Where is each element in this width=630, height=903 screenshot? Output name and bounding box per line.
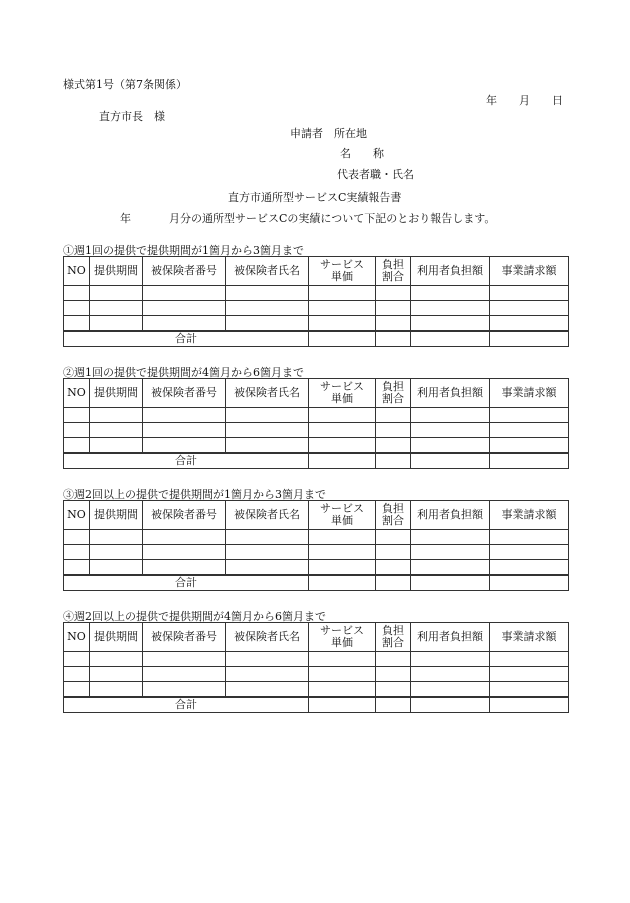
header-claim-amount: 事業請求額 <box>490 257 569 286</box>
header-unit-price: サービス 単価 <box>309 257 376 286</box>
total-row <box>64 697 569 713</box>
table-row <box>64 560 569 576</box>
total-label: 合計 <box>64 575 309 591</box>
document-title: 直方市通所型サービスC実績報告書 <box>228 191 402 204</box>
total-row <box>64 575 569 591</box>
header-no: NO <box>64 257 90 286</box>
header-unit-price: サービス 単価 <box>309 379 376 408</box>
section-3-table <box>63 500 569 591</box>
header-insured-number: 被保険者番号 <box>143 501 226 530</box>
total-row <box>64 331 569 347</box>
header-no: NO <box>64 501 90 530</box>
header-no: NO <box>64 623 90 652</box>
section-2-title: ②週1回の提供で提供期間が4箇月から6箇月まで <box>63 366 304 379</box>
form-number: 様式第1号（第7条関係） <box>63 78 187 91</box>
section-4-table <box>63 622 569 713</box>
total-label: 合計 <box>64 331 309 347</box>
header-user-burden: 利用者負担額 <box>411 257 490 286</box>
header-unit-price: サービス 単価 <box>309 623 376 652</box>
header-burden-ratio: 負担 割合 <box>376 257 411 286</box>
section-4-title: ④週2回以上の提供で提供期間が4箇月から6箇月まで <box>63 610 326 623</box>
table-row <box>64 682 569 698</box>
table-row <box>64 301 569 316</box>
header-claim-amount: 事業請求額 <box>490 501 569 530</box>
header-period: 提供期間 <box>90 501 143 530</box>
table-row <box>64 316 569 332</box>
table-header-row <box>64 379 569 408</box>
representative-label: 代表者職・氏名 <box>337 168 414 181</box>
applicant-address-label: 申請者 所在地 <box>290 127 367 140</box>
date-label: 年 月 日 <box>486 94 563 107</box>
header-claim-amount: 事業請求額 <box>490 379 569 408</box>
header-insured-number: 被保険者番号 <box>143 623 226 652</box>
header-burden-ratio: 負担 割合 <box>376 501 411 530</box>
table-row <box>64 667 569 682</box>
header-period: 提供期間 <box>90 623 143 652</box>
table-row <box>64 652 569 667</box>
header-insured-name: 被保険者氏名 <box>226 257 309 286</box>
section-1-table <box>63 256 569 347</box>
header-insured-name: 被保険者氏名 <box>226 623 309 652</box>
table-row <box>64 530 569 545</box>
table-header-row <box>64 501 569 530</box>
header-period: 提供期間 <box>90 379 143 408</box>
header-insured-name: 被保険者氏名 <box>226 501 309 530</box>
header-burden-ratio: 負担 割合 <box>376 379 411 408</box>
header-no: NO <box>64 379 90 408</box>
statement-year: 年 <box>120 212 131 225</box>
table-row <box>64 286 569 301</box>
section-3-title: ③週2回以上の提供で提供期間が1箇月から3箇月まで <box>63 488 326 501</box>
header-insured-name: 被保険者氏名 <box>226 379 309 408</box>
total-label: 合計 <box>64 697 309 713</box>
header-user-burden: 利用者負担額 <box>411 501 490 530</box>
name-label: 名 称 <box>340 147 384 160</box>
total-label: 合計 <box>64 453 309 469</box>
table-row <box>64 408 569 423</box>
header-user-burden: 利用者負担額 <box>411 379 490 408</box>
statement-text: 月分の通所型サービスCの実績について下記のとおり報告します。 <box>169 212 496 225</box>
table-row <box>64 423 569 438</box>
header-user-burden: 利用者負担額 <box>411 623 490 652</box>
section-2-table <box>63 378 569 469</box>
table-header-row <box>64 257 569 286</box>
addressee: 直方市長 様 <box>99 110 165 123</box>
header-insured-number: 被保険者番号 <box>143 257 226 286</box>
header-period: 提供期間 <box>90 257 143 286</box>
header-insured-number: 被保険者番号 <box>143 379 226 408</box>
header-unit-price: サービス 単価 <box>309 501 376 530</box>
section-1-title: ①週1回の提供で提供期間が1箇月から3箇月まで <box>63 244 304 257</box>
total-row <box>64 453 569 469</box>
header-burden-ratio: 負担 割合 <box>376 623 411 652</box>
table-row <box>64 438 569 454</box>
table-row <box>64 545 569 560</box>
table-header-row <box>64 623 569 652</box>
header-claim-amount: 事業請求額 <box>490 623 569 652</box>
